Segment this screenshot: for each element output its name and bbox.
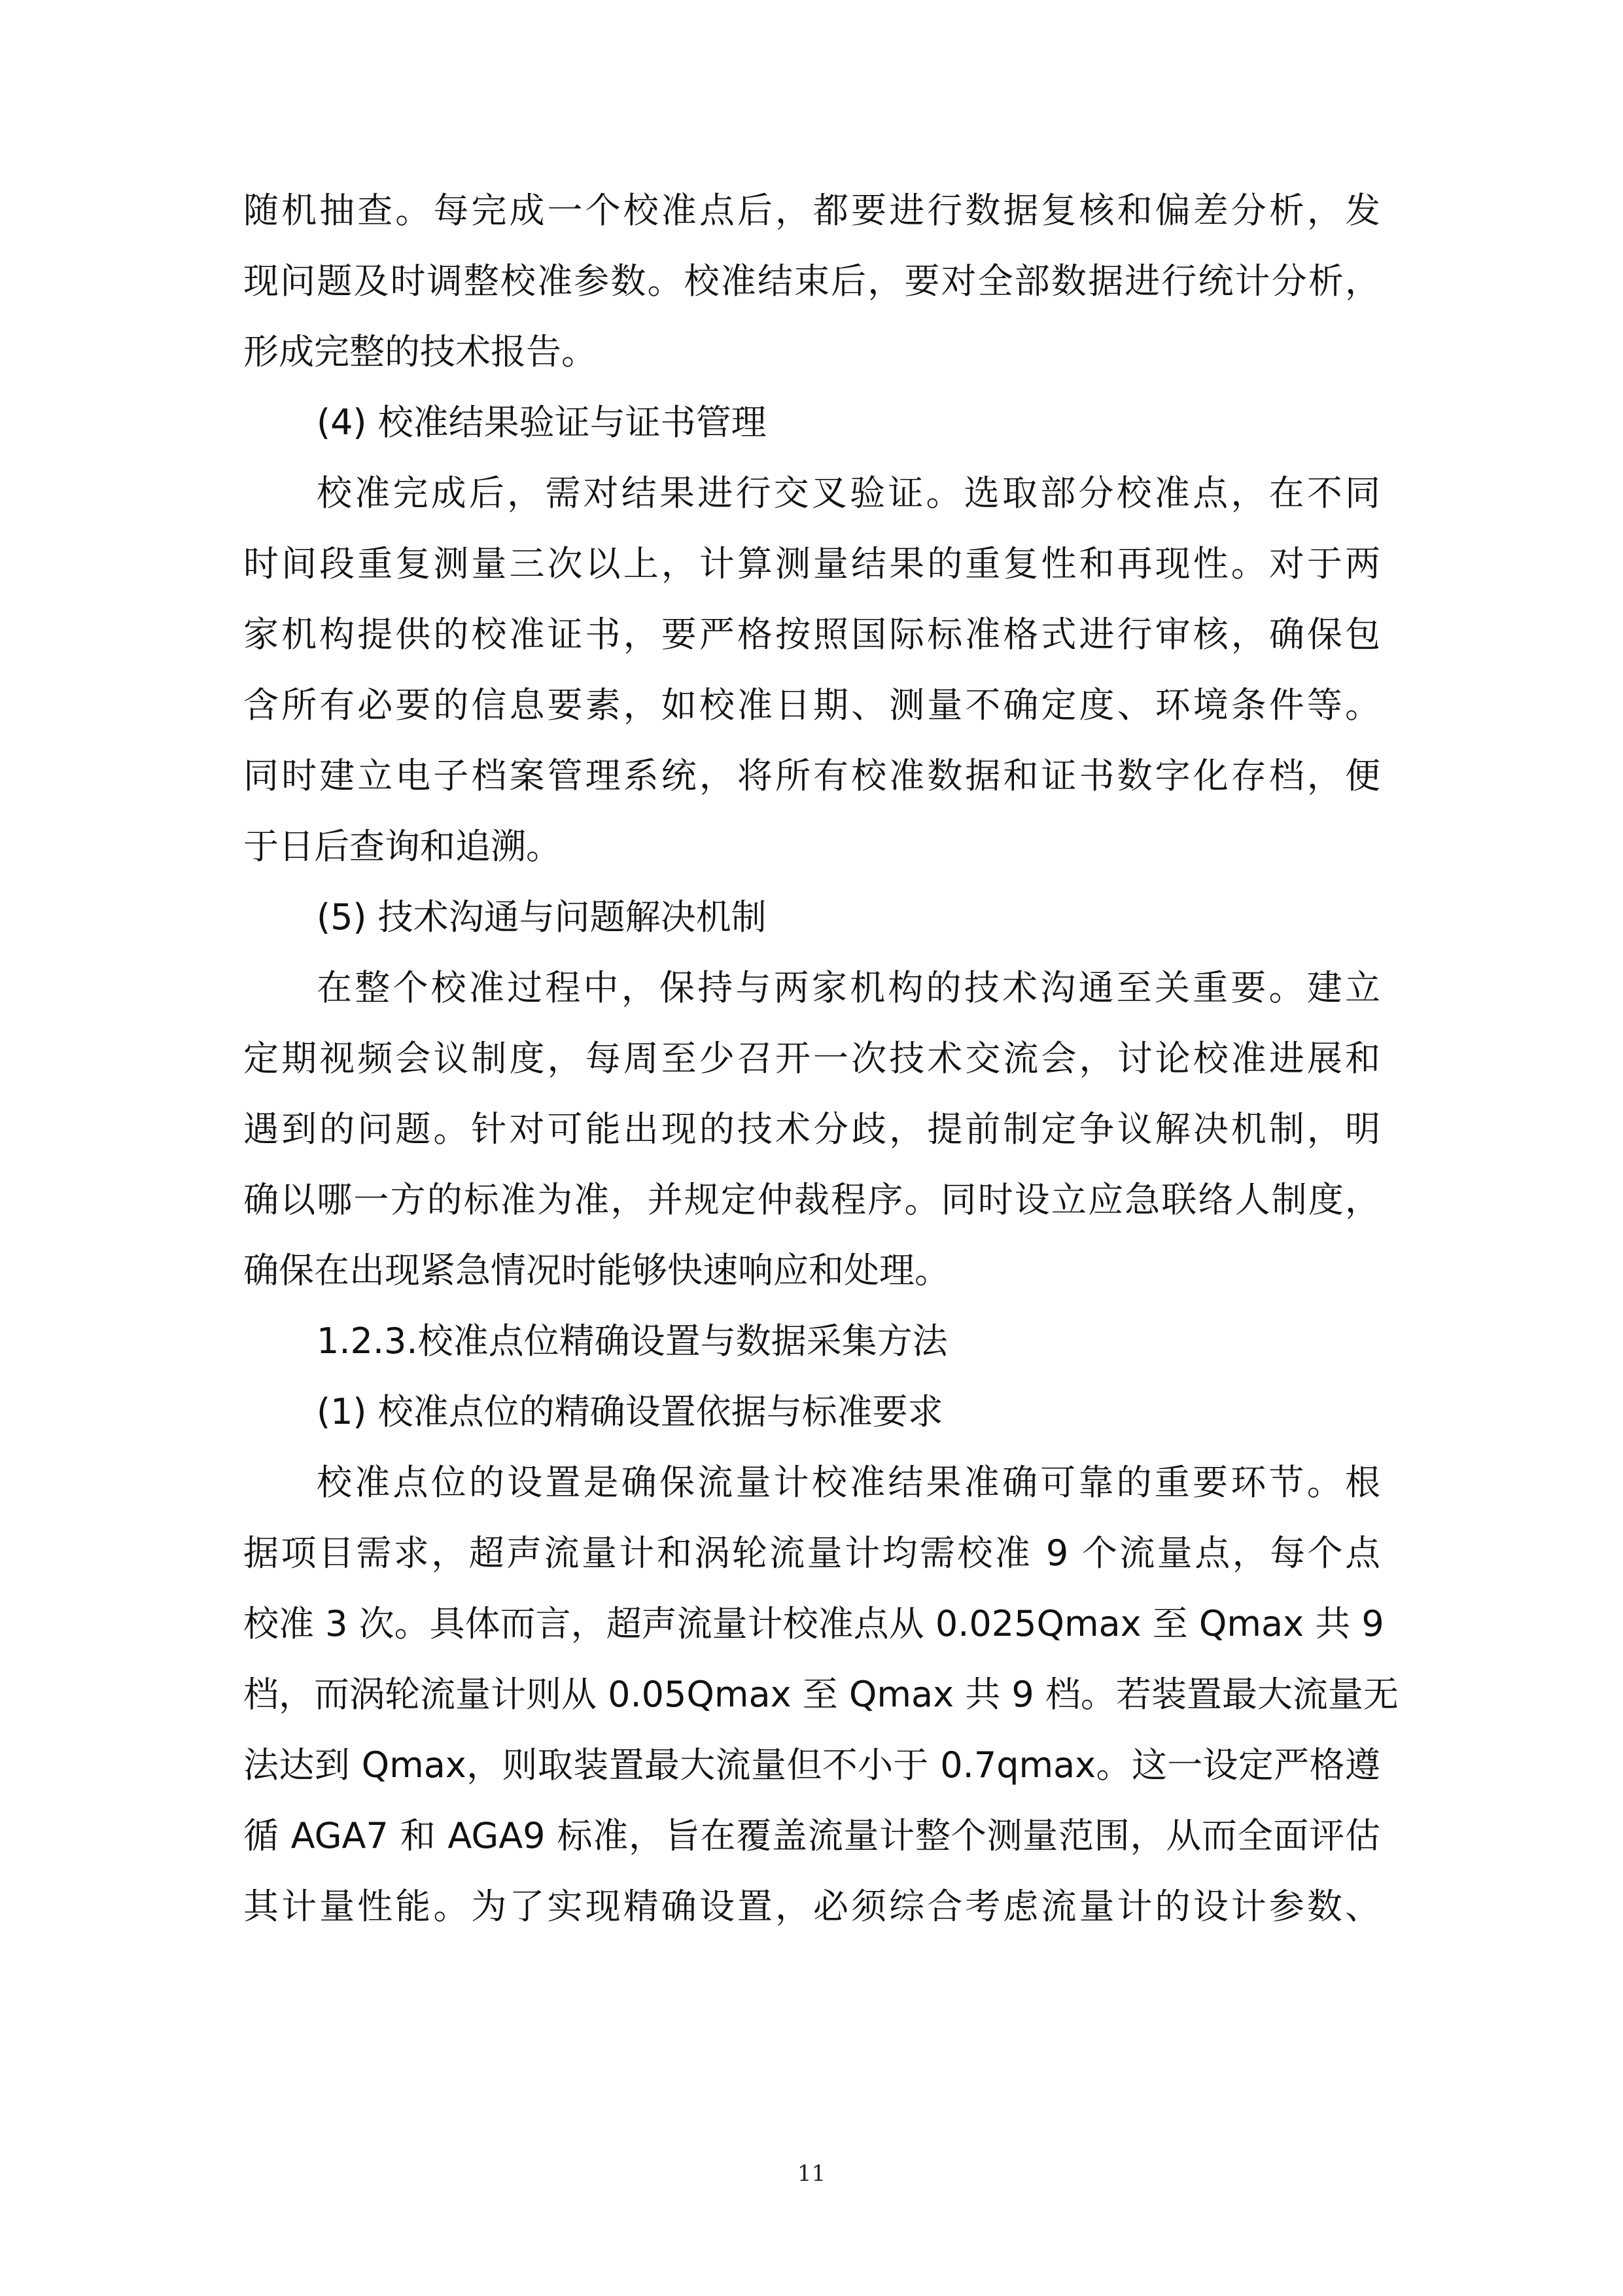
paragraph-line: 含所有必要的信息要素，如校准日期、测量不确定度、环境条件等。 [243, 684, 1380, 726]
paragraph-line: 法达到 Qmax，则取装置最大流量但不小于 0.7qmax。这一设定严格遵 [243, 1744, 1380, 1786]
page-number: 11 [797, 2161, 826, 2187]
section-heading: (5) 技术沟通与问题解决机制 [317, 896, 767, 938]
paragraph-line: 定期视频会议制度，每周至少召开一次技术交流会，讨论校准进展和 [243, 1038, 1380, 1079]
paragraph-line: 据项目需求，超声流量计和涡轮流量计均需校准 9 个流量点，每个点 [243, 1532, 1380, 1574]
paragraph-line: 循 AGA7 和 AGA9 标准，旨在覆盖流量计整个测量范围，从而全面评估 [243, 1815, 1380, 1856]
paragraph-line: 其计量性能。为了实现精确设置，必须综合考虑流量计的设计参数、 [243, 1886, 1380, 1927]
paragraph-line: 确以哪一方的标准为准，并规定仲裁程序。同时设立应急联络人制度， [243, 1179, 1380, 1220]
paragraph-line: 形成完整的技术报告。 [243, 331, 597, 372]
paragraph-line: 在整个校准过程中，保持与两家机构的技术沟通至关重要。建立 [317, 967, 1380, 1008]
paragraph-line: 随机抽查。每完成一个校准点后，都要进行数据复核和偏差分析，发 [243, 190, 1380, 231]
paragraph-line: 校准 3 次。具体而言，超声流量计校准点从 0.025Qmax 至 Qmax 共 9 [243, 1603, 1384, 1644]
paragraph-line: 遇到的问题。针对可能出现的技术分歧，提前制定争议解决机制，明 [243, 1108, 1380, 1150]
paragraph-line: 档，而涡轮流量计则从 0.05Qmax 至 Qmax 共 9 档。若装置最大流量无 [243, 1674, 1399, 1715]
subsection-heading: 1.2.3.校准点位精确设置与数据采集方法 [317, 1320, 948, 1362]
paragraph-line: 时间段重复测量三次以上，计算测量结果的重复性和再现性。对于两 [243, 543, 1380, 584]
paragraph-line: 家机构提供的校准证书，要严格按照国际标准格式进行审核，确保包 [243, 614, 1380, 655]
paragraph-line: 现问题及时调整校准参数。校准结束后，要对全部数据进行统计分析， [243, 260, 1380, 302]
paragraph-line: 于日后查询和追溯。 [243, 826, 561, 867]
paragraph-line: 同时建立电子档案管理系统，将所有校准数据和证书数字化存档，便 [243, 755, 1380, 796]
paragraph-line: 校准完成后，需对结果进行交叉验证。选取部分校准点，在不同 [317, 472, 1380, 514]
section-heading: (1) 校准点位的精确设置依据与标准要求 [317, 1391, 943, 1432]
paragraph-line: 校准点位的设置是确保流量计校准结果准确可靠的重要环节。根 [317, 1462, 1380, 1503]
paragraph-line: 确保在出现紧急情况时能够快速响应和处理。 [243, 1250, 950, 1291]
section-heading: (4) 校准结果验证与证书管理 [317, 402, 767, 443]
